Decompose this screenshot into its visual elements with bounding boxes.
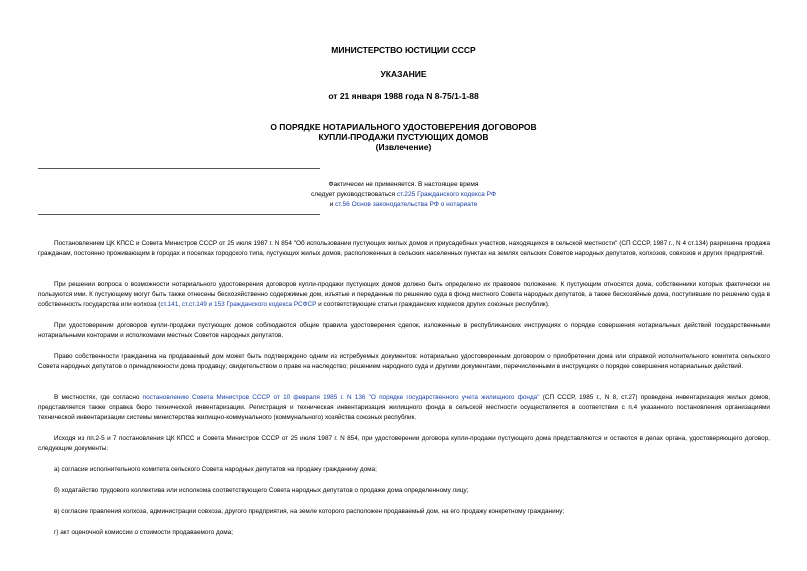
paragraph-2-separator: ,	[178, 301, 182, 308]
paragraph-5-rest: (СП СССР, 1985 г., N 8, ст.27) проведена инвентаризация жилых домов, представляется также справка бюро технической инвентаризации. Регистрация и техническая инвентаризация жилищного фонда в сельской местности осуществляется в соответствии с п.4 указанного постановления организациями технической инвентаризации системы министерства жилищно-коммунального (коммунального) хозяйства союзных республик.	[38, 394, 770, 421]
civil-code-141-link[interactable]: ст.141	[160, 301, 179, 308]
document-title-line-2: КУПЛИ-ПРОДАЖИ ПУСТУЮЩИХ ДОМОВ	[318, 132, 489, 142]
list-item-a	[38, 465, 770, 475]
document-title-line-1: О ПОРЯДКЕ НОТАРИАЛЬНОГО УДОСТОВЕРЕНИЯ ДОГОВОРОВ	[270, 122, 537, 132]
paragraph-3	[38, 321, 770, 341]
civil-code-149-153-link[interactable]: ст.ст.149 и 153 Гражданского кодекса РСФСР	[181, 301, 317, 308]
list-item-b	[38, 486, 770, 496]
notice-line-2	[0, 190, 807, 200]
notice-line-2-text: следует руководствоваться	[311, 191, 397, 198]
notary-law-56-link[interactable]: ст.56 Основ законодательства РФ о нотариате	[335, 201, 478, 208]
list-item-b-text: б) ходатайство трудового коллектива или исполкома соответствующего Совета народных депутатов о продаже дома определенному лицу;	[54, 487, 469, 494]
notice-bottom-rule	[38, 214, 320, 215]
paragraph-4-text: Право собственности гражданина на продаваемый дом может быть подтверждено одним из истребуемых документов: нотариально удостоверенным договором о приобретении дома или справкой исполнительного комитета сельского Совета народных депутатов о принадлежности дома продавцу; свидетельством о праве на наследство; решением народного суда и другими документами, перечисленными в инструкциях о порядке совершения нотариальных действий.	[38, 353, 770, 370]
paragraph-6	[38, 434, 770, 454]
notice-line-3-text: и	[329, 201, 336, 208]
document-date: от 21 января 1988 года N 8-75/1-1-88	[328, 91, 479, 101]
list-item-g	[38, 528, 770, 538]
council-resolution-136-link[interactable]: постановлению Совета Министров СССР от 10 февраля 1985 г. N 136 "О порядке государственного учета жилищного фонда"	[142, 394, 540, 401]
document-type: УКАЗАНИЕ	[380, 69, 427, 79]
list-item-v-text: в) согласие правления колхоза, администрации совхоза, другого предприятия, на земле которого расположен продаваемый дом, на его продажу конкретному гражданину;	[54, 508, 565, 515]
paragraph-5	[38, 393, 770, 423]
document-title-note: (Извлечение)	[375, 142, 432, 152]
civil-code-225-link[interactable]: ст.225 Гражданского кодекса РФ	[396, 191, 496, 198]
paragraph-2-text: При решении вопроса о возможности нотариального удостоверения договоров купли-продажи пустующих домов должно быть определено их правовое положение. К пустующим относятся дома, собственники которых фактически не пользуются ими. К пустующему могут быть также отнесены бесхозяйственно содержимые дом, изъятые и переданные по решению суда в фонд местного Совета народных депутатов, а также бесхозяйные дома, поступившие по решению суда в собственность государства или колхоза (	[38, 281, 770, 308]
paragraph-1	[38, 239, 770, 259]
paragraph-4	[38, 352, 770, 372]
list-item-g-text: г) акт оценочной комиссии о стоимости продаваемого дома;	[54, 529, 233, 536]
list-item-a-text: а) согласие исполнительного комитета сельского Совета народных депутатов на продажу гражданину дома;	[54, 466, 377, 473]
paragraph-2-end: и соответствующие статьи гражданских кодексов других союзных республик).	[316, 301, 550, 308]
notice-top-rule	[38, 168, 320, 169]
list-item-v	[38, 507, 770, 517]
paragraph-2	[38, 280, 770, 310]
paragraph-5-text: В местностях, где согласно	[54, 394, 143, 401]
paragraph-3-text: При удостоверении договоров купли-продажи пустующих домов соблюдаются общие правила удостоверения сделок, изложенные в республиканских инструкциях о порядке совершения нотариальных действий государственными нотариальными конторами и исполкомами местных Советов народных депутатов.	[38, 322, 770, 339]
ministry-name: МИНИСТЕРСТВО ЮСТИЦИИ СССР	[331, 45, 476, 55]
paragraph-1-text: Постановлением ЦК КПСС и Совета Министров СССР от 25 июля 1987 г. N 854 "Об использовании пустующих жилых домов и приусадебных участков, находящихся в сельской местности" (СП СССР, 1987 г., N 4 ст.134) разрешена продажа гражданам, постоянно проживающим в городах и поселках городского типа, пустующих жилых домов, расположенных в сельских населенных пунктах на землях сельских Советов народных депутатов, колхозов, совхозов и других предприятий.	[38, 240, 770, 257]
notice-line-3	[0, 200, 807, 210]
notice-line-1: Фактически не применяется. В настоящее время	[328, 181, 479, 188]
paragraph-6-text: Исходя из пп.2-5 и 7 постановления ЦК КПСС и Совета Министров СССР от 25 июля 1987 г. N 854, при удостоверении договора купли-продажи пустующего дома представляются и остаются в делах органа, удостоверяющего договор, следующие документы:	[38, 435, 770, 452]
